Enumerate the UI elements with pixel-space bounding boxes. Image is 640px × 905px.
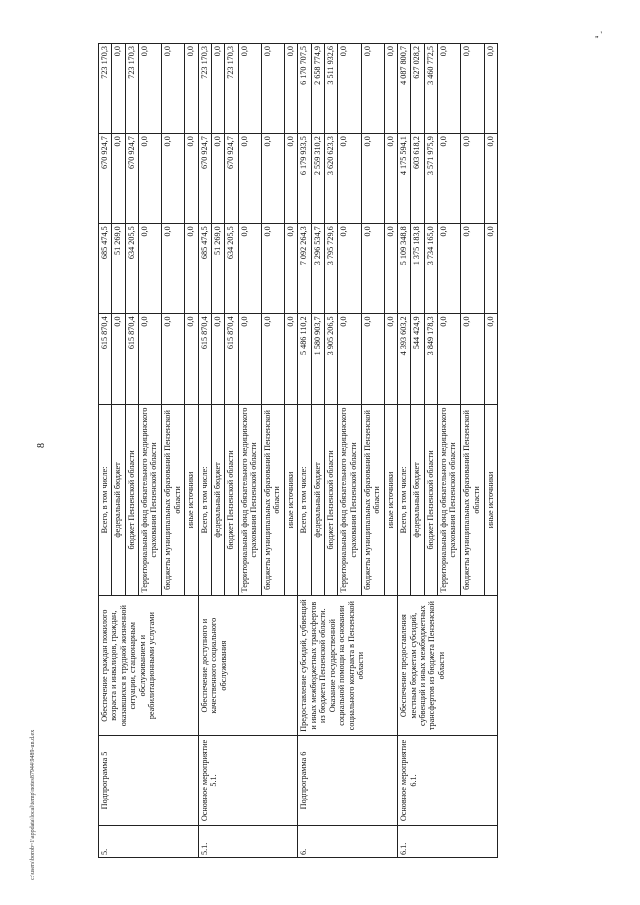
amount-cell: 1 375 183,8 <box>411 224 424 314</box>
amount-cell: 615 870,4 <box>225 314 238 404</box>
amount-cell: 670 924,7 <box>198 134 211 224</box>
amount-cell: 0,0 <box>437 224 460 314</box>
amount-cell: 0,0 <box>361 224 384 314</box>
amount-cell: 0,0 <box>261 314 284 404</box>
amount-cell: 0,0 <box>261 224 284 314</box>
amount-cell: 0,0 <box>112 314 125 404</box>
amount-cell: 2 559 310,2 <box>311 134 324 224</box>
funding-source: Территориальный фонд обязательного медицинского страхования Пензенской области <box>138 404 161 596</box>
amount-cell: 723 170,3 <box>125 44 138 134</box>
funding-source: бюджеты муниципальных образований Пензенской области <box>261 404 284 596</box>
amount-cell: 0,0 <box>484 224 497 314</box>
amount-cell: 723 170,3 <box>225 44 238 134</box>
amount-cell: 0,0 <box>461 44 484 134</box>
funding-source: бюджеты муниципальных образований Пензенской области <box>461 404 484 596</box>
program-code: Подпрограмма 6 <box>298 735 398 825</box>
amount-cell: 0,0 <box>361 314 384 404</box>
amount-cell: 670 924,7 <box>125 134 138 224</box>
page-number: 8 <box>36 443 47 448</box>
funding-source: федеральный бюджет <box>211 404 224 596</box>
corner-mark: „ ' <box>595 30 602 39</box>
funding-source: бюджет Пензенской области <box>324 404 337 596</box>
amount-cell: 0,0 <box>285 314 298 404</box>
amount-cell: 51 269,0 <box>112 224 125 314</box>
funding-source: Территориальный фонд обязательного медицинского страхования Пензенской области <box>338 404 361 596</box>
amount-cell: 0,0 <box>138 134 161 224</box>
amount-cell: 3 849 178,3 <box>424 314 437 404</box>
amount-cell: 0,0 <box>238 134 261 224</box>
funding-source: иные источники <box>384 404 397 596</box>
program-code: Основное мероприятие 5.1. <box>198 735 298 825</box>
amount-cell: 0,0 <box>484 314 497 404</box>
amount-cell: 2 658 774,9 <box>311 44 324 134</box>
funding-source: Всего, в том числе: <box>198 404 211 596</box>
budget-table <box>98 43 498 858</box>
funding-source: бюджет Пензенской области <box>125 404 138 596</box>
amount-cell: 0,0 <box>185 44 198 134</box>
funding-source: Всего, в том числе: <box>398 404 411 596</box>
amount-cell: 3 620 623,3 <box>324 134 337 224</box>
amount-cell: 0,0 <box>162 134 185 224</box>
amount-cell: 7 092 264,3 <box>298 224 311 314</box>
program-code: Основное мероприятие 6.1. <box>398 735 498 825</box>
amount-cell: 0,0 <box>238 224 261 314</box>
amount-cell: 0,0 <box>238 44 261 134</box>
amount-cell: 0,0 <box>285 134 298 224</box>
amount-cell: 3 795 729,6 <box>324 224 337 314</box>
amount-cell: 0,0 <box>162 314 185 404</box>
amount-cell: 6 170 707,5 <box>298 44 311 134</box>
row-number: 6.1. <box>398 826 498 858</box>
amount-cell: 5 109 348,8 <box>398 224 411 314</box>
amount-cell: 0,0 <box>484 134 497 224</box>
table-row <box>99 44 112 858</box>
amount-cell: 0,0 <box>138 314 161 404</box>
row-number: 5. <box>99 826 199 858</box>
amount-cell: 0,0 <box>384 224 397 314</box>
funding-source: иные источники <box>484 404 497 596</box>
amount-cell: 0,0 <box>112 134 125 224</box>
row-number: 5.1. <box>198 826 298 858</box>
program-title: Предоставление субсидий, субвенций и иных межбюджетных трансфертов из бюджета Пензенской области. Оказание государственной социальной помощи на основании социального контракта в Пензенской области <box>298 596 398 736</box>
amount-cell: 634 205,5 <box>225 224 238 314</box>
rotated-table-container <box>98 43 498 858</box>
funding-source: иные источники <box>185 404 198 596</box>
amount-cell: 603 618,2 <box>411 134 424 224</box>
amount-cell: 0,0 <box>285 224 298 314</box>
funding-source: Всего, в том числе: <box>298 404 311 596</box>
amount-cell: 0,0 <box>338 44 361 134</box>
amount-cell: 0,0 <box>361 44 384 134</box>
amount-cell: 0,0 <box>384 44 397 134</box>
amount-cell: 0,0 <box>285 44 298 134</box>
table-row <box>298 44 311 858</box>
amount-cell: 4 087 800,7 <box>398 44 411 134</box>
amount-cell: 0,0 <box>261 44 284 134</box>
funding-source: бюджеты муниципальных образований Пензенской области <box>162 404 185 596</box>
amount-cell: 0,0 <box>162 44 185 134</box>
funding-source: федеральный бюджет <box>311 404 324 596</box>
funding-source: Территориальный фонд обязательного медицинского страхования Пензенской области <box>238 404 261 596</box>
amount-cell: 685 474,5 <box>99 224 112 314</box>
amount-cell: 6 179 933,5 <box>298 134 311 224</box>
amount-cell: 0,0 <box>162 224 185 314</box>
funding-source: федеральный бюджет <box>411 404 424 596</box>
amount-cell: 0,0 <box>211 44 224 134</box>
amount-cell: 0,0 <box>484 44 497 134</box>
amount-cell: 0,0 <box>138 44 161 134</box>
amount-cell: 3 296 534,7 <box>311 224 324 314</box>
amount-cell: 0,0 <box>112 44 125 134</box>
amount-cell: 0,0 <box>461 314 484 404</box>
amount-cell: 0,0 <box>261 134 284 224</box>
amount-cell: 0,0 <box>461 224 484 314</box>
funding-source: федеральный бюджет <box>112 404 125 596</box>
table-row <box>198 44 211 858</box>
budget-table-body <box>99 44 498 858</box>
amount-cell: 670 924,7 <box>225 134 238 224</box>
amount-cell: 634 205,5 <box>125 224 138 314</box>
amount-cell: 3 734 165,0 <box>424 224 437 314</box>
amount-cell: 0,0 <box>338 224 361 314</box>
funding-source: бюджет Пензенской области <box>225 404 238 596</box>
amount-cell: 0,0 <box>361 134 384 224</box>
amount-cell: 3 571 975,9 <box>424 134 437 224</box>
amount-cell: 0,0 <box>338 314 361 404</box>
amount-cell: 4 393 603,2 <box>398 314 411 404</box>
amount-cell: 0,0 <box>238 314 261 404</box>
amount-cell: 0,0 <box>461 134 484 224</box>
amount-cell: 3 905 206,5 <box>324 314 337 404</box>
funding-source: иные источники <box>285 404 298 596</box>
amount-cell: 0,0 <box>211 314 224 404</box>
funding-source: бюджеты муниципальных образований Пензенской области <box>361 404 384 596</box>
amount-cell: 0,0 <box>384 134 397 224</box>
funding-source: бюджет Пензенской области <box>424 404 437 596</box>
amount-cell: 51 269,0 <box>211 224 224 314</box>
amount-cell: 615 870,4 <box>125 314 138 404</box>
amount-cell: 0,0 <box>437 314 460 404</box>
program-title: Обеспечение доступного и качественного социального обслуживания <box>198 596 298 736</box>
amount-cell: 0,0 <box>384 314 397 404</box>
amount-cell: 5 486 110,2 <box>298 314 311 404</box>
funding-source: Всего, в том числе: <box>99 404 112 596</box>
file-path-footer: c:\users\borob~1\appdata\local\temp\notes87944\9489-un.d.ex <box>30 729 36 880</box>
amount-cell: 723 170,3 <box>99 44 112 134</box>
amount-cell: 0,0 <box>437 134 460 224</box>
amount-cell: 0,0 <box>138 224 161 314</box>
amount-cell: 615 870,4 <box>198 314 211 404</box>
program-title: Обеспечение предоставления местным бюджетам субсидий, субвенций и иных межбюджетных трансфертов из бюджета Пензенской области <box>398 596 498 736</box>
program-title: Обеспечение граждан пожилого возраста и инвалидов, граждан, оказавшихся в трудной жизненной ситуации, стационарным обслуживанием и реабилитационными услугами <box>99 596 199 736</box>
amount-cell: 685 474,5 <box>198 224 211 314</box>
amount-cell: 4 175 594,1 <box>398 134 411 224</box>
amount-cell: 0,0 <box>437 44 460 134</box>
funding-source: Территориальный фонд обязательного медицинского страхования Пензенской области <box>437 404 460 596</box>
amount-cell: 0,0 <box>185 224 198 314</box>
amount-cell: 723 170,3 <box>198 44 211 134</box>
table-row <box>398 44 411 858</box>
program-code: Подпрограмма 5 <box>99 735 199 825</box>
amount-cell: 0,0 <box>185 134 198 224</box>
amount-cell: 3 511 932,6 <box>324 44 337 134</box>
amount-cell: 1 580 903,7 <box>311 314 324 404</box>
amount-cell: 627 028,2 <box>411 44 424 134</box>
amount-cell: 0,0 <box>338 134 361 224</box>
amount-cell: 670 924,7 <box>99 134 112 224</box>
amount-cell: 0,0 <box>211 134 224 224</box>
amount-cell: 0,0 <box>185 314 198 404</box>
amount-cell: 3 460 772,5 <box>424 44 437 134</box>
amount-cell: 615 870,4 <box>99 314 112 404</box>
row-number: 6. <box>298 826 398 858</box>
amount-cell: 544 424,9 <box>411 314 424 404</box>
